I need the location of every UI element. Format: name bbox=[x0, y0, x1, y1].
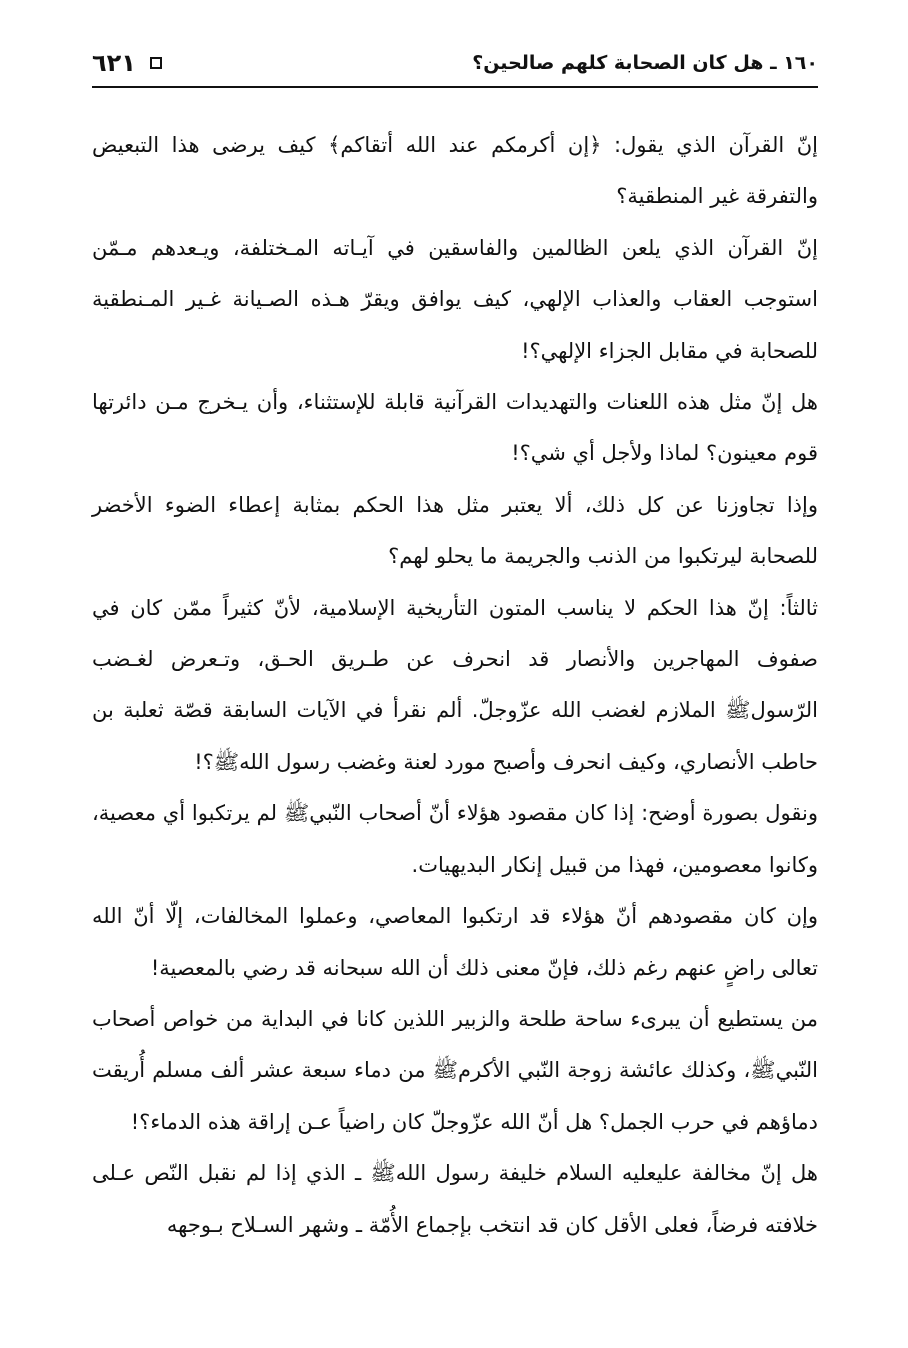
square-separator-icon bbox=[150, 57, 162, 69]
running-header bbox=[92, 40, 818, 88]
paragraph: وإن كان مقصودهم أنّ هؤلاء قد ارتكبوا المعاصي، وعملوا المخالفات، إلّا أنّ الله تعالى راضٍ عنهم رغم ذلك، فإنّ معنى ذلك أن الله سبحانه قد رضي بالمعصية! bbox=[92, 904, 818, 980]
paragraph: إنّ القرآن الذي يلعن الظالمين والفاسقين في آيـاته المـختلفة، ويـعدهم مـمّن استوجب العقاب والعذاب الإلهي، كيف يوافق ويقرّ هـذه الصـيانة غـير المـنطقية للصحابة في مقابل الجزاء الإلهي؟! bbox=[92, 235, 818, 363]
paragraph: هل إنّ مخالفة عليعليه السلام خليفة رسول اللهﷺ ـ الذي إذا لم نقبل النّص عـلى خلافته فرضاً، فعلى الأقل كان قد انتخب بإجماع الأُمّة ـ وشهر السـلاح بـوجهه bbox=[92, 1161, 818, 1237]
paragraph: هل إنّ مثل هذه اللعنات والتهديدات القرآنية قابلة للإستثناء، وأن يـخرج مـن دائرتها قوم معينون؟ لماذا ولأجل أي شي؟! bbox=[92, 390, 818, 466]
body-text bbox=[92, 120, 818, 1251]
paragraph: إنّ القرآن الذي يقول: ﴿إن أكرمكم عند الله أتقاكم﴾ كيف يرضى هذا التبعيض والتفرقة غير المنطقية؟ bbox=[92, 133, 818, 209]
paragraph: من يستطيع أن يبرىء ساحة طلحة والزبير اللذين كانا في البداية من خواص أصحاب النّبيﷺ، وكذلك عائشة زوجة النّبي الأكرمﷺ من دماء سبعة عشر ألف مسلم أُريقت دماؤهم في حرب الجمل؟ هل أنّ الله عزّوجلّ كان راضياً عـن إراقة هذه الدماء؟! bbox=[92, 1006, 818, 1134]
page-number: ٦٢١ bbox=[92, 49, 136, 77]
book-page bbox=[92, 40, 818, 1251]
header-page-block bbox=[92, 49, 162, 77]
paragraph: ثالثاً: إنّ هذا الحكم لا يناسب المتون التأريخية الإسلامية، لأنّ كثيراً ممّن كان في صفوف المهاجرين والأنصار قد انحرف عن طـريق الحـق، وتـعرض لغـضب الرّسولﷺ الملازم لغضب الله عزّوجلّ. ألم نقرأ في الآيات السابقة قصّة ثعلبة بن حاطب الأنصاري، وكيف انحرف وأصبح مورد لعنة وغضب رسول اللهﷺ؟! bbox=[92, 595, 818, 774]
chapter-title: ١٦٠ ـ هل كان الصحابة كلهم صالحين؟ bbox=[472, 52, 818, 74]
paragraph: وإذا تجاوزنا عن كل ذلك، ألا يعتبر مثل هذا الحكم بمثابة إعطاء الضوء الأخضر للصحابة ليرتكبوا من الذنب والجريمة ما يحلو لهم؟ bbox=[92, 492, 818, 569]
paragraph: ونقول بصورة أوضح: إذا كان مقصود هؤلاء أنّ أصحاب النّبيﷺ لم يرتكبوا أي معصية، وكانوا معصومين، فهذا من قبيل إنكار البديهيات. bbox=[92, 801, 818, 877]
